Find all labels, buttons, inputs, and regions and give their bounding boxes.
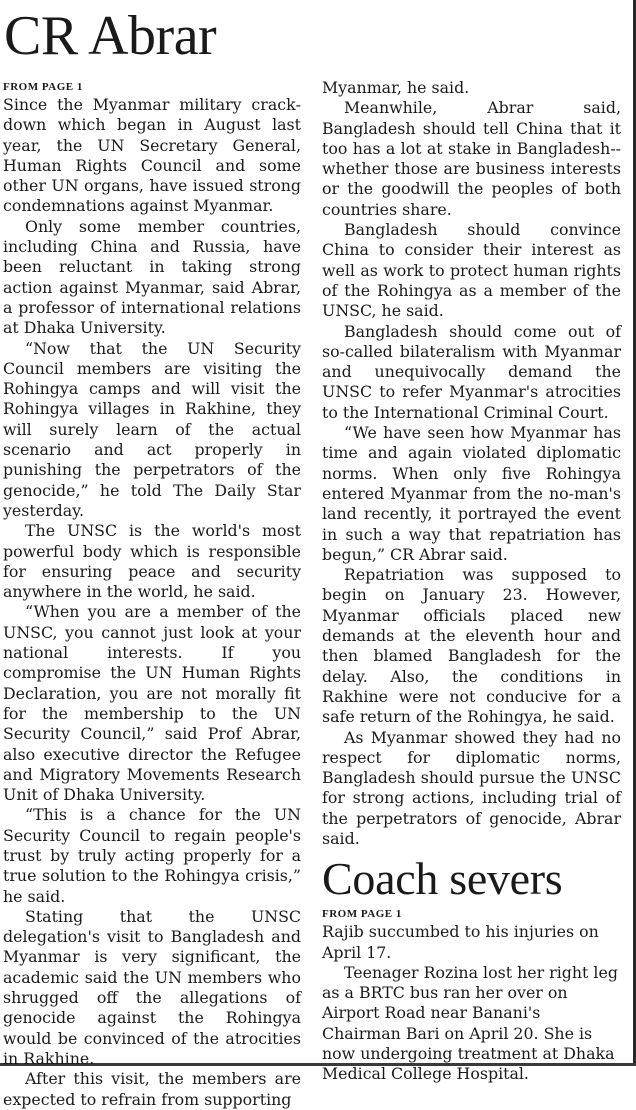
article-paragraph: Repatriation was supposed to begin on January 23. However, Myanmar officials placed new demands at the eleventh hour and then blamed Bangladesh for the delay. Also, the conditions in Rakhine were not conducive for a safe return of the Rohingya, he said. (322, 565, 621, 727)
article2-body (322, 907, 621, 1084)
article-paragraph: Only some member countries, including China and Russia, have been reluctant in taking strong action against Myanmar, said Abrar, a professor of international relations at Dhaka University. (3, 216, 301, 338)
article-paragraph-continued: Myanmar, he said. (322, 78, 470, 97)
from-page-label: FROM PAGE 1 (322, 908, 402, 921)
article-paragraph: “Now that the UN Security Council members are visiting the Rohingya camps and will visit the Rohingya villages in Rakhine, they will surely learn of the actual scenario and act properly in punishing the perpetrators of the genocide,” he told The Daily Star yesterday. (3, 338, 301, 520)
article-headline-coach-severs: Coach severs (322, 853, 563, 905)
article-paragraph: “We have seen how Myanmar has time and again violated diplomatic norms. When only five Rohingya entered Myanmar from the no-man's land recently, it portrayed the event in such a way that repatriation has begun,” CR Abrar said. (322, 423, 621, 564)
article-paragraph: Since the Myanmar military crackdown which began in August last year, the UN Secretary General, Human Rights Council and some other UN organs, have issued strong condemnations against Myanmar. (3, 95, 301, 216)
article-headline-cr-abrar: CR Abrar (4, 5, 217, 67)
article-paragraph: Stating that the UNSC delegation's visit to Bangladesh and Myanmar is very significant, the academic said the UN members who shrugged off the allegations of genocide against the Rohingya would be convinced of the atrocities in Rakhine. (3, 906, 301, 1068)
article-paragraph: The UNSC is the world's most powerful body which is responsible for ensuring peace and security anywhere in the world, he said. (3, 521, 301, 602)
article-paragraph: As Myanmar showed they had no respect for diplomatic norms, Bangladesh should pursue the UNSC for strong actions, including trial of the perpetrators of genocide, Abrar said. (322, 727, 621, 848)
from-page-label: FROM PAGE 1 (3, 81, 83, 93)
article-paragraph: Meanwhile, Abrar said, Bangladesh should tell China that it too has a lot at stake in Bangladesh-- whether those are business interests or the goodwill the peoples of both countries share. (322, 98, 621, 219)
article-paragraph: “When you are a member of the UNSC, you cannot just look at your national interests. If you compromise the UN Human Rights Declaration, you are not morally fit for the membership to the UN Security Council,” said Prof Abrar, also executive director the Refugee and Migratory Movements Research Unit of Dhaka University. (3, 602, 301, 805)
article-column-right (322, 78, 621, 1085)
article-paragraph: “This is a chance for the UN Security Council to regain people's trust by truly acting properly for a true solution to the Rohingya crisis,” he said. (3, 805, 301, 906)
article-paragraph: After this visit, the members are expected to refrain from supporting (3, 1069, 301, 1109)
article-paragraph: Rajib succumbed to his injuries on April 17. (322, 922, 599, 962)
article-paragraph: Bangladesh should convince China to consider their interest as well as work to protect human rights of the Rohingya as a member of the UNSC, he said. (322, 220, 621, 321)
article-column-left (3, 78, 301, 1110)
article-paragraph: Bangladesh should come out of so-called bilateralism with Myanmar and unequivocally demand the UNSC to refer Myanmar's atrocities to the International Criminal Court. (322, 321, 621, 422)
article-paragraph: Teenager Rozina lost her right leg as a BRTC bus ran her over on Airport Road near Banani's Chairman Bari on April 20. She is now undergoing treatment at Dhaka Medical College Hospital. (322, 962, 618, 1084)
